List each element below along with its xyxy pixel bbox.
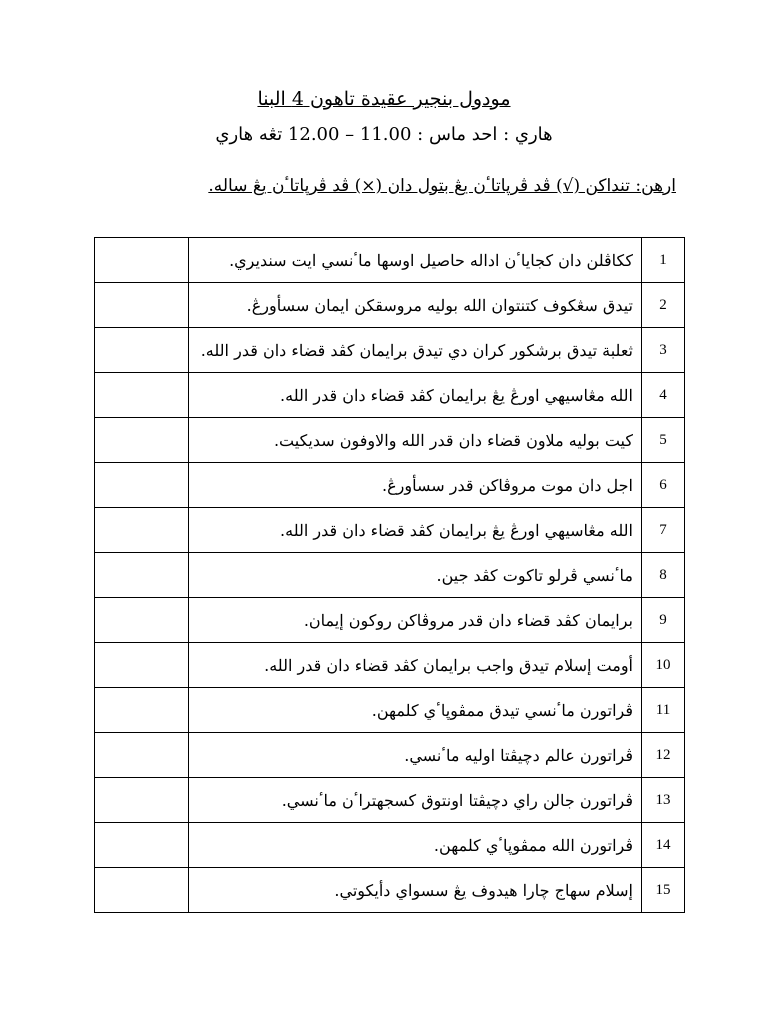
instruction-text: ارهن: تنداكن (√) ڤد ڤرڽاتاٴن يڠ بتول دان (×) ڤد ڤرڽاتاٴن يڠ ساله.	[208, 176, 676, 196]
true-false-table	[94, 237, 685, 913]
answer-cell[interactable]	[95, 688, 189, 733]
question-number: 14	[642, 823, 685, 868]
answer-cell[interactable]	[95, 553, 189, 598]
question-number: 13	[642, 778, 685, 823]
question-number: 8	[642, 553, 685, 598]
question-number: 3	[642, 328, 685, 373]
question-number: 2	[642, 283, 685, 328]
answer-cell[interactable]	[95, 823, 189, 868]
table-row	[95, 238, 685, 283]
question-number: 1	[642, 238, 685, 283]
table-row	[95, 823, 685, 868]
worksheet-title	[0, 88, 768, 110]
question-number: 11	[642, 688, 685, 733]
statement-cell: ثعلبة تيدق برشكور كران دي تيدق برايمان كڤد قضاء دان قدر الله.	[189, 328, 642, 373]
table-row	[95, 733, 685, 778]
statement-cell: ماٴنسي ڤرلو تاكوت كڤد جين.	[189, 553, 642, 598]
question-number: 6	[642, 463, 685, 508]
statement-cell: ڤراتورن جالن راي دچيڤتا اونتوق كسجهتراٴن ماٴنسي.	[189, 778, 642, 823]
question-number: 5	[642, 418, 685, 463]
table-row	[95, 643, 685, 688]
answer-cell[interactable]	[95, 778, 189, 823]
question-number: 12	[642, 733, 685, 778]
statement-cell: برايمان كڤد قضاء دان قدر مروڤاكن روكون إيمان.	[189, 598, 642, 643]
question-number: 7	[642, 508, 685, 553]
statement-cell: تيدق سڠکوف کتنتوان الله بوليه مروسقکن ايمان سسأورڠ.	[189, 283, 642, 328]
answer-cell[interactable]	[95, 418, 189, 463]
answer-cell[interactable]	[95, 508, 189, 553]
answer-cell[interactable]	[95, 868, 189, 913]
table-row	[95, 283, 685, 328]
statement-cell: ڤراتورن ماٴنسي تيدق ممڤوڽاٴي كلمهن.	[189, 688, 642, 733]
true-false-table-body	[95, 238, 685, 913]
statement-cell: اجل دان موت مروڤاكن قدر سسأورڠ.	[189, 463, 642, 508]
table-row	[95, 553, 685, 598]
question-number: 15	[642, 868, 685, 913]
table-row	[95, 373, 685, 418]
schedule-line: هاري : احد ماس : 11.00 – 12.00 تڠه هاري	[215, 124, 553, 145]
table-row	[95, 868, 685, 913]
question-number: 4	[642, 373, 685, 418]
answer-cell[interactable]	[95, 733, 189, 778]
table-row	[95, 463, 685, 508]
answer-cell[interactable]	[95, 463, 189, 508]
statement-cell: الله مڠاسيهي اورڠ يڠ برايمان كڤد قضاء دان قدر الله.	[189, 373, 642, 418]
answer-cell[interactable]	[95, 643, 189, 688]
question-number: 9	[642, 598, 685, 643]
answer-cell[interactable]	[95, 283, 189, 328]
answer-cell[interactable]	[95, 598, 189, 643]
statement-cell: ڤراتورن عالم دچيڤتا اوليه ماٴنسي.	[189, 733, 642, 778]
statement-cell: أومت إسلام تيدق واجب برايمان كڤد قضاء دان قدر الله.	[189, 643, 642, 688]
answer-cell[interactable]	[95, 328, 189, 373]
statement-cell: ككاڤلن دان كجاياٴن اداله حاصيل اوسها ماٴنسي ايت سنديري.	[189, 238, 642, 283]
instruction-line	[76, 176, 676, 196]
table-row	[95, 778, 685, 823]
table-row	[95, 598, 685, 643]
answer-cell[interactable]	[95, 373, 189, 418]
table-row	[95, 688, 685, 733]
table-row	[95, 418, 685, 463]
worksheet-title-text: مودول بنجير عقيدة تاهون 4 البنا	[257, 88, 511, 110]
statement-cell: إسلام سهاج چارا هيدوف يڠ سسواي دأيكوتي.	[189, 868, 642, 913]
table-row	[95, 328, 685, 373]
answer-cell[interactable]	[95, 238, 189, 283]
table-row	[95, 508, 685, 553]
question-number: 10	[642, 643, 685, 688]
statement-cell: الله مڠاسيهي اورڠ يڠ برايمان كڤد قضاء دان قدر الله.	[189, 508, 642, 553]
statement-cell: ڤراتورن الله ممڤوڽاٴي كلمهن.	[189, 823, 642, 868]
statement-cell: كيت بوليه ملاون قضاء دان قدر الله والاوفون سديكيت.	[189, 418, 642, 463]
